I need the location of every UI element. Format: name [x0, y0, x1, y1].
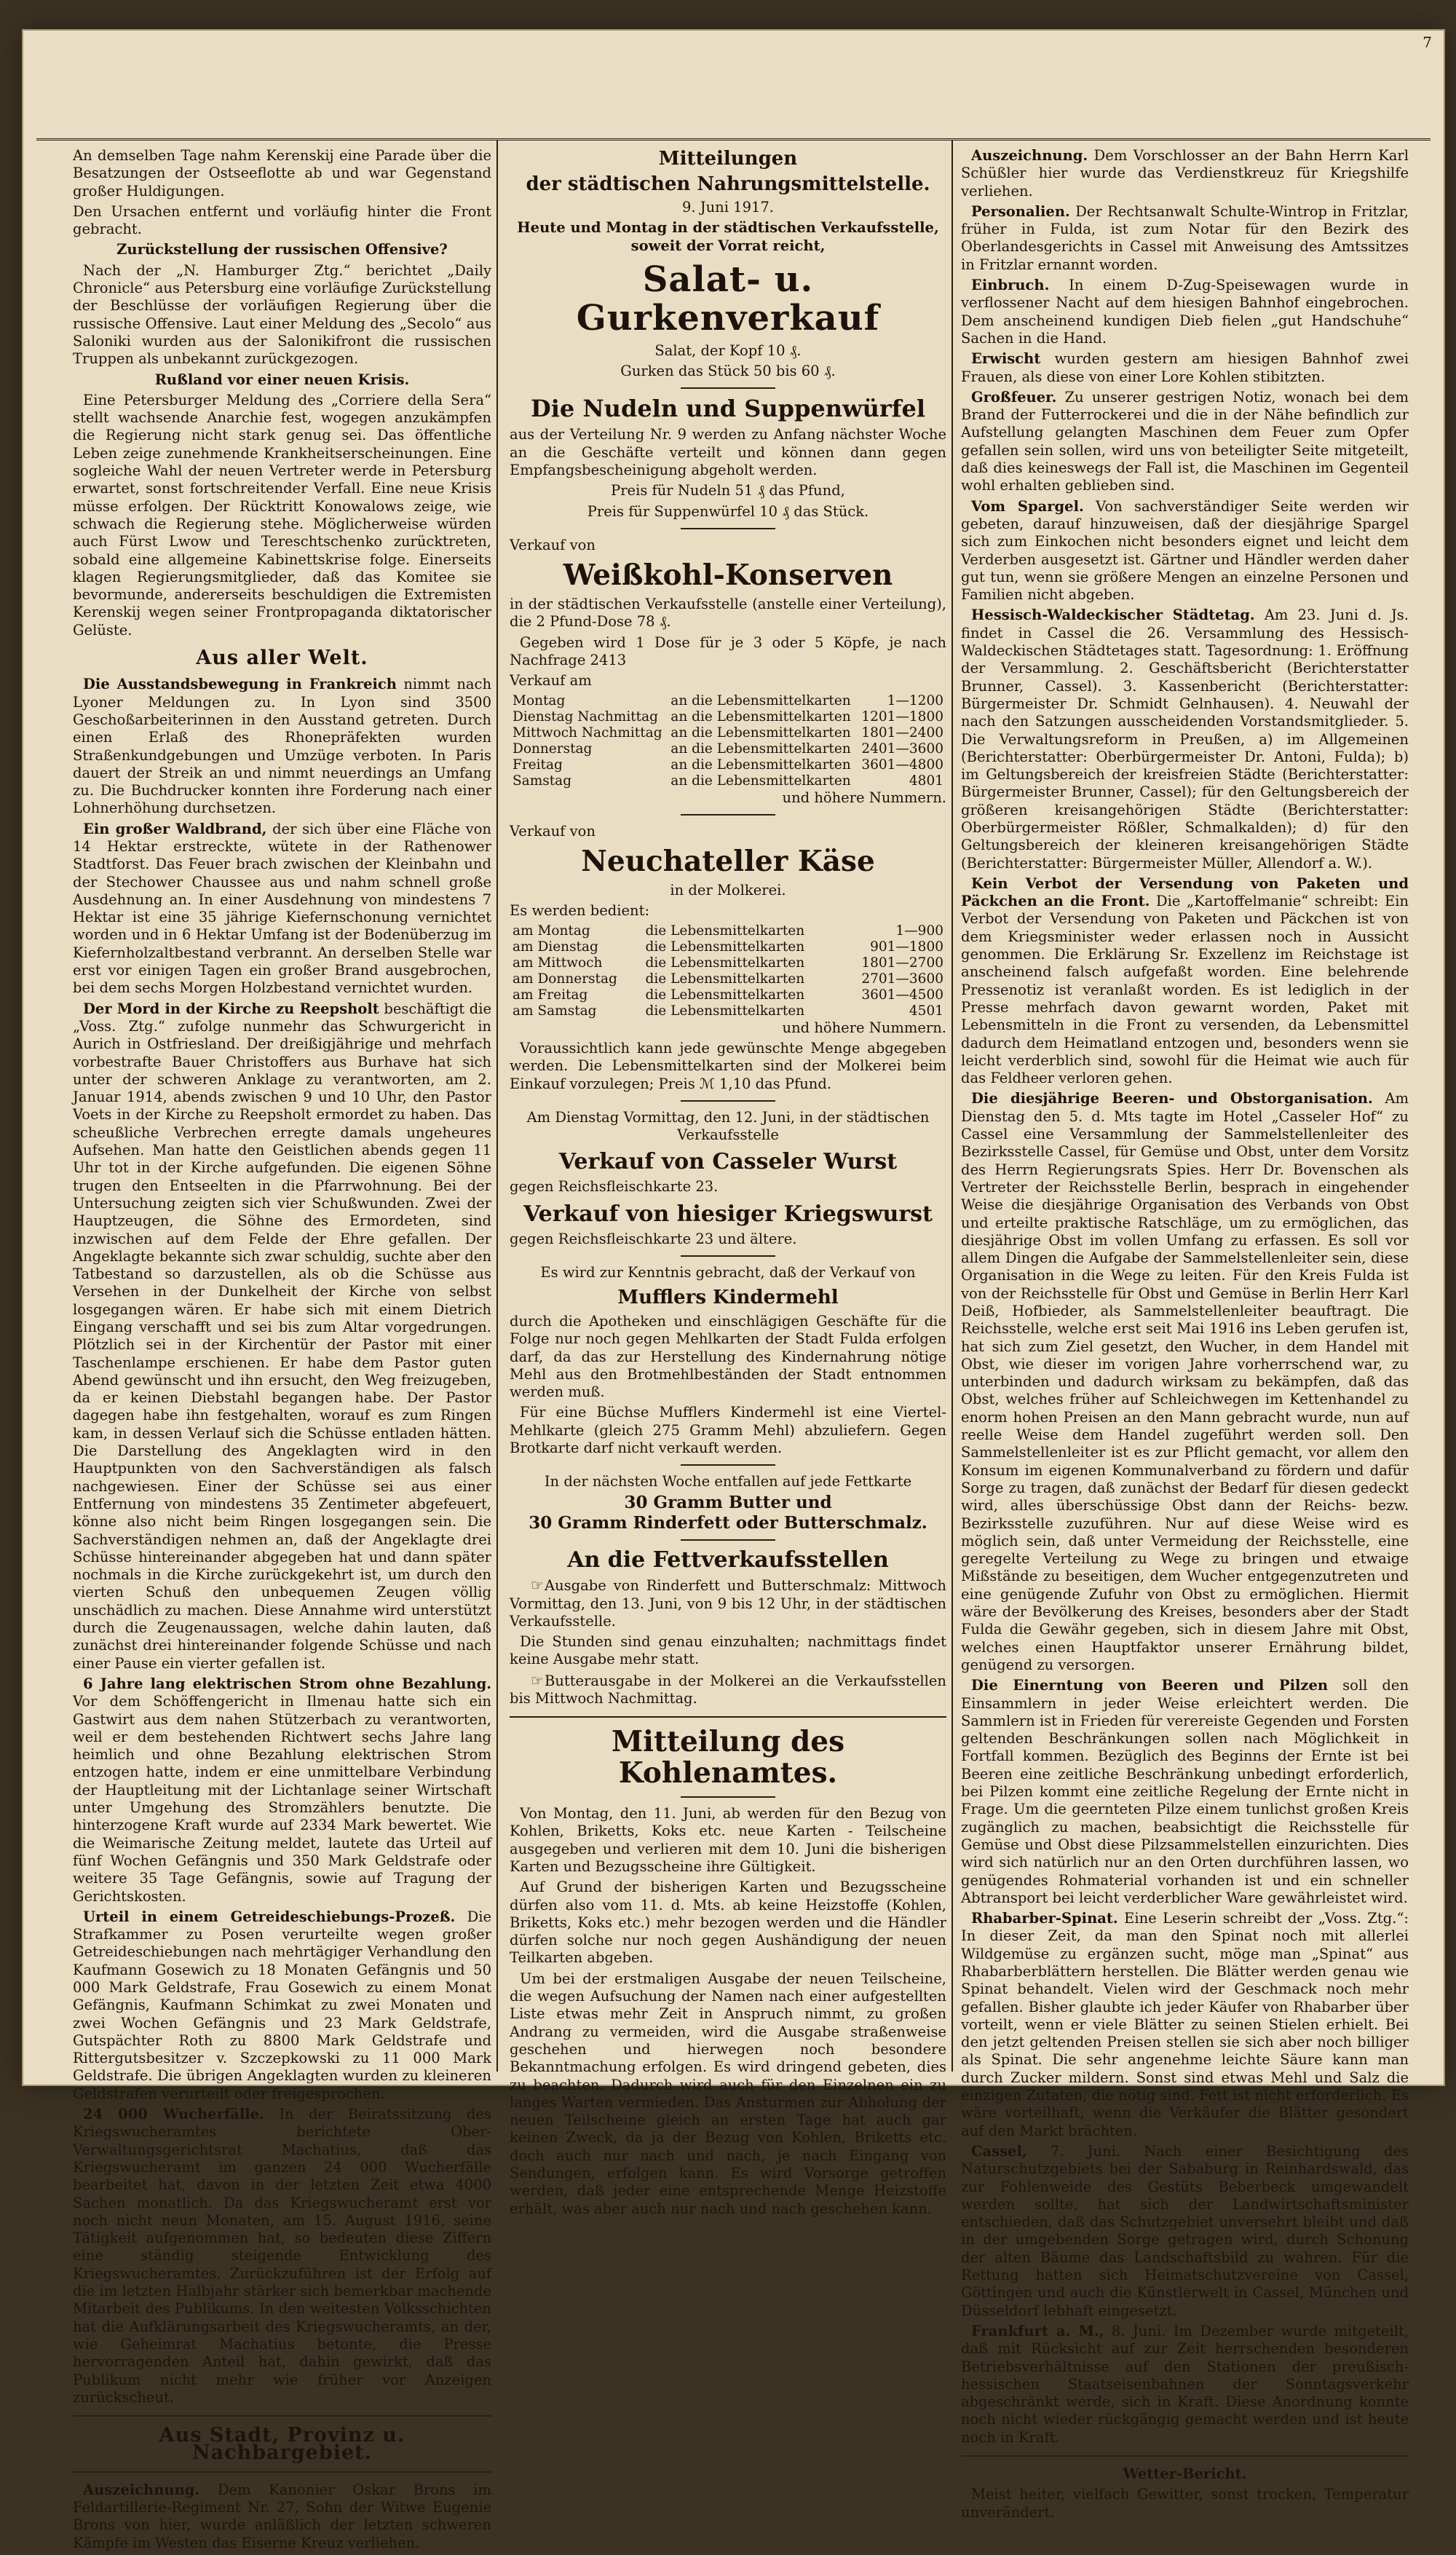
article-paragraph: Nach der „N. Hamburger Ztg.“ berichtet „Daily Chronicle“ aus Petersburg eine vorläufige Zurückstellung der Beschlüsse der vorläufigen Regierung über die russische Offensive. Laut einer Meldung des „Secolo“ aus Saloniki wurden aus der Salonikifront die russischen Truppen als unbekannt zurückgezogen. [73, 261, 491, 368]
article-paragraph [961, 277, 1409, 347]
article-lead: Auszeichnung. [971, 147, 1088, 164]
page-number: 7 [1423, 33, 1432, 51]
table-row [510, 939, 946, 955]
kaese-tail: und höhere Nummern. [782, 1019, 946, 1036]
article-paragraph [73, 1675, 491, 1906]
article-heading: Zurückstellung der russischen Offensive? [116, 241, 448, 258]
divider [681, 1539, 775, 1541]
weisskohl-sub: Verkauf am [510, 672, 592, 690]
pointing-hand-icon: ☞ [531, 1576, 544, 1595]
table-cell-label: die Lebensmittelkarten [645, 987, 805, 1003]
kriegswurst-text: gegen Reichsfleischkarte 23 und ältere. [510, 1230, 797, 1247]
muffler-intro: Es wird zur Kenntnis gebracht, daß der Verkauf von [540, 1264, 916, 1282]
nudeln-title: Die Nudeln und Suppenwürfel [531, 395, 925, 423]
fettkarte-intro: In der nächsten Woche entfallen auf jede Fettkarte [544, 1473, 912, 1490]
article-body: Die „Kartoffelmanie“ schreibt: Ein Verbot der Versendung von Paketen und Päckchen ist von dem Kriegsminister weder erlassen noch in Aussicht genommen. Die Erklärung Sr. Exzellenz im Reichstage ist anscheinend falsch aufgefaßt worden. Eine belehrende Pressenotiz ist veranlaßt worden. Es ist lediglich in der Presse mehrfach davon gewarnt worden, Paket mit Lebensmitteln in die Front zu versenden, da Lebensmittel dadurch dem Heimatland entzogen und, besonders wenn sie leicht verderblich sind, sowohl für die Heimat wie auch für das Feldheer verloren gehen. [961, 893, 1409, 1087]
muffler-title: Mufflers Kindermehl [617, 1287, 839, 1309]
article-paragraph [961, 1677, 1409, 1907]
table-cell-label: die Lebensmittelkarten [645, 955, 805, 971]
table-cell-label: an die Lebensmittelkarten [670, 773, 851, 789]
kaese-sub: in der Molkerei. [670, 882, 786, 899]
article-body: Der Rechtsanwalt Schulte-Wintrop in Fritzlar, früher in Fulda, ist zum Notar für den Bezirk des Oberlandesgerichts in Cassel mit Anweisung des Amtssitzes in Fritzlar ernannt worden. [961, 202, 1409, 273]
weisskohl-text2: Gegeben wird 1 Dose für je 3 oder 5 Köpfe, je nach Nachfrage 2413 [510, 633, 946, 669]
article-paragraph [961, 607, 1409, 872]
rinderfett-ration: 30 Gramm Rinderfett oder Butterschmalz. [529, 1512, 927, 1533]
article-paragraph [961, 2323, 1409, 2447]
section-heading: Aus Stadt, Provinz u. Nachbargebiet. [159, 2424, 405, 2465]
article-lead: Auszeichnung. [83, 2481, 200, 2498]
kohlenamt-text3: Um bei der erstmaligen Ausgabe der neuen Teilscheine, die wegen Aufsuchung der Namen nach einer aufgestellten Liste etwas mehr Zeit in Anspruch nimmt, zu großen Andrang zu vermeiden, wird die Ausgabe straßenweise geschehen und hierwegen noch besondere Bekanntmachung erfolgen. Es wird dringend gebeten, dies zu beachten. Dadurch wird auch für den Einzelnen ein zu langes Warten vermieden. Das Ansturmen zur Abholung der neuen Teilscheine gleich an ersten Tage hat auch gar keinen Zweck, da ja der Bezug von Kohlen, Briketts etc. doch auch nur nach und nach, je nach Eingang von Sendungen, erfolgen kann. Es wird Vorsorge getroffen werden, daß jeder eine entsprechende Menge Heizstoffe erhält, was aber auch nur nach und nach geschehen kann. [510, 1970, 946, 2217]
table-cell-range: 1801—2700 [861, 955, 943, 971]
nudeln-price: Preis für Nudeln 51 ₰ das Pfund, [611, 482, 845, 499]
article-paragraph [961, 1910, 1409, 2140]
table-row [510, 923, 946, 939]
table-row [510, 773, 946, 789]
article-body: Am Dienstag den 5. d. Mts tagte im Hotel „Casseler Hof“ zu Cassel eine Versammlung der Sammelstellenleiter des Bezirksstelle Cassel, für Gemüse und Obst, unter dem Vorsitz des Herrn Regierungsrats Spies. Herr Dr. Bovenschen als Vertreter der Reichsstelle Berlin, besprach in eingehender Weise die diesjährige Organisation des Verbands von Obst und erteilte praktische Ratschläge, um zu ermöglichen, das diesjährige Obst im vollen Umfang zu erfassen. Es soll vor allem Dingen die Aufgabe der Sammelstellenleiter sein, diese Organisation in die Wege zu leiten. Für den Kreis Fulda ist von der Reichsstelle für Obst und Gemüse in Berlin Herr Karl Deiß, Hofbieder, als Sammelstellenleiter beauftragt. Die Reichsstelle, welche erst seit Mai 1916 ins Leben gerufen ist, hat sich zum Ziel gesetzt, den Wucher, in dem Handel mit Obst, wie dieser im vorigen Jahre vorherrschend war, zu unterbinden und dadurch wirksam zu bekämpfen, daß das Obst, welches früher auf Schleichwegen im Kettenhandel zu enorm hohen Preisen an den Mann gebracht wurde, nun auf reelle Weise dem Handel zugeführt werden soll. Den Sammelstellenleiter ist es zur Pflicht gemacht, vor allem den Konsum im eigenen Kommunalverband zu fördern und dafür Sorge zu tragen, daß zunächst der Bedarf für diesen gedeckt wird, alles überschüssige Obst dann der Reichs- bezw. Bezirksstelle zuzuführen. Nur auf diese Weise wird es möglich sein, daß unter Vermeidung der Reichsstelle, eine geregelte Verteilung zu Wege zu bringen und etwaige Mißstände zu beseitigen, dem Wucher entgegenzutreten und eine genügende Zufuhr von Obst zu ermöglichen. Hiermit wäre der Bevölkerung des Kreises, besonders aber der Stadt Fulda die Gewähr gegeben, sich in diesem Jahre mit Obst, welches einen Hauptfaktor unserer Ernährung bildet, genügend zu versorgen. [961, 1090, 1409, 1673]
header-rule [36, 138, 1431, 141]
salat-title: Salat- u. Gurkenverkauf [576, 259, 880, 339]
table-row [510, 741, 946, 757]
notice-intro: Heute und Montag in der städtischen Verkaufsstelle, soweit der Vorrat reicht, [517, 219, 939, 254]
table-row [510, 1003, 946, 1019]
article-paragraph: Eine Petersburger Meldung des „Corriere della Sera“ stellt wachsende Anarchie fest, wogegen anzukämpfen die Regierung nicht stark genug sei. Das öffentliche Leben zeige zunehmende Krankheitserscheinungen. Eine sogleiche Wahl der neuen Vertreter werde in Petersburg erwartet, sonst fortschreitender Verfall. Eine neue Krisis müsse erfolgen. Der Rücktritt Konowalows zeige, wie schwach die Regierung stehe. Möglicherweise würden auch Fürst Lwow und Tereschtschenko zurücktreten, sobald eine allgemeine Kabinettskrise folge. Einerseits klagen Regierungsmitglieder, daß das Komitee sie bevormunde, andererseits beschuldigen die Extremisten Kerenskij wegen seiner Frontpropaganda diktatorischer Gelüste. [73, 391, 491, 639]
weisskohl-text: in der städtischen Verkaufsstelle (anstelle einer Verteilung), die 2 Pfund-Dose 78 ₰. [510, 596, 946, 631]
article-body: soll den Einsammlern in jeder Weise erleichtert werden. Die Sammlern ist in Frieden für verereiste Gegenden und Forsten geltenden Beschränkungen sollen nach Möglichkeit in Fortfall kommen. Bezüglich des Beginns der Ernte ist bei Beeren eine zeitliche Beschränkung unbedingt erforderlich, bei Pilzen kommt eine zeitliche Regelung der Ernte nicht in Frage. Um die geernteten Pilze einem tunlichst großen Kreis zugänglich zu machen, beabsichtigt die Reichsstelle für Gemüse und Obst diese Pilzsammelstellen einzurichten. Dies wird sich natürlich nur an den Orten durchführen lassen, wo genügendes Rohmaterial vorhanden ist und ein schneller Abtransport bei leicht verderblicher Ware gewährleistet wird. [961, 1677, 1409, 1906]
article-paragraph [961, 389, 1409, 495]
fettverkauf-text3-row [510, 1672, 946, 1708]
table-cell-range: 3601—4500 [861, 987, 943, 1003]
table-cell-range: 4501 [909, 1003, 943, 1019]
article-body: 8. Juni. Im Dezember wurde mitgeteilt, daß mit Rücksicht auf zur Zeit herrschenden besonderen Betriebsverhältnisse auf den Stationen der preußisch-hessischen Staatseisenbahnen der Sonntagsverkehr abgeschränkt werde, sich in Kraft. Diese Anordnung konnte noch nicht wieder rückgängig gemacht werden und ist heute noch in Kraft. [961, 2322, 1409, 2446]
article-lead: Ein großer Waldbrand, [83, 820, 267, 837]
article-paragraph [73, 1908, 491, 2103]
fettverkauf-text [510, 1576, 946, 1630]
article-paragraph: Den Ursachen entfernt und vorläufig hinter die Front gebracht. [73, 202, 491, 238]
article-body: Dem Kanonier Oskar Brons im Feldartillerie-Regiment Nr. 27, Sohn der Witwe Eugenie Brons von hier, wurde anläßlich der letzten schweren Kämpfe im Westen das Eiserne Kreuz verliehen. [73, 2481, 491, 2551]
article-body: der sich über eine Fläche von 14 Hektar erstreckte, wütete in der Rathenower Stadtforst. Das Feuer brach zwischen der Kleinbahn und der Stechower Chaussee aus und nahm schnell große Ausdehnung an. In einer Ausdehnung von mindestens 7 Hektar ist eine 35 jährige Kiefernschonung vernichtet worden und in 6 Hektar Umfang ist der Bodenüberzug im Kiefernholzaltbestand verbrannt. An derselben Stelle war erst vor einigen Tagen ein großer Brand ausgebrochen, bei dem sechs Morgen Holzbestand vernichtet wurden. [73, 820, 491, 997]
article-lead: Großfeuer. [971, 388, 1057, 406]
article-lead: 6 Jahre lang elektrischen Strom ohne Bezahlung. [83, 1675, 491, 1692]
table-cell-range: 1201—1800 [861, 708, 943, 724]
article-lead: Urteil in einem Getreideschiebungs-Prozeß. [83, 1908, 456, 1925]
table-row [510, 987, 946, 1003]
table-cell-day: am Mittwoch [513, 955, 603, 971]
fettverkauf-text1: Ausgabe von Rinderfett und Butterschmalz: Mittwoch Vormittag, den 13. Juni, von 9 bis 12 Uhr, in der städtischen Verkaufsstelle. [510, 1577, 946, 1630]
article-paragraph [73, 821, 491, 998]
section-heading: Aus aller Welt. [196, 647, 368, 670]
kriegswurst-title: Verkauf von hiesiger Kriegswurst [523, 1201, 933, 1227]
table-row [510, 725, 946, 741]
table-cell-range: 1801—2400 [861, 724, 943, 741]
article-lead: Vom Spargel. [971, 497, 1084, 515]
column-divider-2 [951, 140, 953, 2072]
article-lead: Erwischt [971, 350, 1041, 368]
table-cell-label: die Lebensmittelkarten [645, 923, 805, 939]
divider [510, 1716, 946, 1718]
article-paragraph [73, 2481, 491, 2552]
article-body: Zu unserer gestrigen Notiz, wonach bei dem Brand der Futterrockerei und die in der Nähe befindlich zur Aufstellung gelangten Maschinen dem Feuer zum Opfer gefallen sein sollen, wird uns von beteiligter Seite mitgeteilt, daß dies keineswegs der Fall ist, die Maschinen im Gegenteil wohl erhalten geblieben sind. [961, 388, 1409, 494]
article-body: 7. Juni. Nach einer Besichtigung des Naturschutzgebiets bei der Sababurg in Reinhardswald, das zur Fohlenweide des Gestüts Beberbeck umgewandelt werden sollte, hat sich der Landwirtschaftsminister entschieden, daß das Schutzgebiet unversehrt bleibt und daß in der umgebenden Sorge getragen wird, durch Schonung der alten Bäume das Landschaftsbild zu wahren. Für die Rettung hatten sich Heimatschutzvereine von Cassel, Göttingen und auch die Künstlerwelt in Cassel, München und Düsseldorf lebhaft eingesetzt. [961, 2142, 1409, 2319]
kaese-title: Neuchateller Käse [581, 845, 875, 879]
divider [961, 2455, 1409, 2457]
article-body: In einem D-Zug-Speisewagen wurde in verflossener Nacht auf dem hiesigen Bahnhof eingebrochen. Dem anscheinend kundigen Dieb fielen „gut Handschuhe“ Sachen in die Hand. [961, 277, 1409, 347]
table-row [510, 955, 946, 971]
table-cell-range: 4801 [909, 773, 943, 789]
left-column [73, 147, 491, 2555]
kaese-text: Voraussichtlich kann jede gewünschte Menge abgegeben werden. Die Lebensmittelkarten sind der Molkerei beim Einkauf vorzulegen; Preis ℳ 1,10 das Pfund. [510, 1039, 946, 1092]
weather-title: Wetter-Bericht. [1123, 2465, 1247, 2482]
table-cell-day: am Montag [513, 923, 590, 939]
divider [681, 528, 775, 529]
table-cell-day: Mittwoch Nachmittag [513, 724, 662, 741]
middle-column [510, 147, 946, 2221]
article-paragraph [73, 676, 491, 817]
article-paragraph [961, 498, 1409, 604]
article-paragraph: An demselben Tage nahm Kerenskij eine Parade über die Besatzungen der Ostseeflotte ab und war Gegenstand großer Huldigungen. [73, 147, 491, 200]
weisskohl-tail: und höhere Nummern. [782, 789, 946, 806]
article-lead: 24 000 Wucherfälle. [83, 2106, 264, 2123]
article-body: Von sachverständiger Seite werden wir gebeten, darauf hinzuweisen, daß der diesjährige Spargel sich zum Einkochen nicht besonders eignet und leicht dem Verderben ausgesetzt ist. Gärtner und Händler werden daher gut tun, wenn sie größere Mengen an einzelne Personen und Familien nicht abgeben. [961, 497, 1409, 604]
article-paragraph [73, 1000, 491, 1673]
table-cell-day: Freitag [513, 757, 563, 773]
table-cell-day: Donnerstag [513, 741, 593, 757]
muffler-text: durch die Apotheken und einschlägigen Geschäfte für die Folge nur noch gegen Mehlkarten der Stadt Fulda erfolgen darf, da das zur Herstellung des Kindernahrung nötige Mehl aus den Brotmehlbeständen der Stadt entnommen werden muß. [510, 1312, 946, 1401]
article-body: In der Beiratssitzung des Kriegswucheramtes berichtete Ober-Verwaltungsgerichtsrat Machatius, daß das Kriegswucheramt im ganzen 24 000 Wucherfälle bearbeitet hat, davon in der letzten Zeit etwa 4000 Sachen monatlich. Da das Kriegswucheramt erst vor noch nicht neun Monaten, am 15. August 1916, seine Tätigkeit aufgenommen hat, so bedeuten diese Ziffern eine ständig steigende Entwicklung des Kriegswucheramtes. Zurückzuführen ist der Erfolg auf die im letzten Halbjahr stärker sich bemerkbar machende Mitarbeit des Publikums. In den weitesten Volksschichten hat die Aufklärungsarbeit des Kriegswucheramts, an der, wie Geheimrat Machatius betonte, die Presse hervorragenden Anteil hat, dahin gewirkt, daß das Publikum nicht mehr wie früher vor Anzeigen zurückscheut. [73, 2106, 491, 2406]
article-body: Dem Vorschlosser an der Bahn Herrn Karl Schüßler hier wurde das Verdienstkreuz für Kriegshilfe verliehen. [961, 147, 1409, 200]
divider [681, 1255, 775, 1257]
article-lead: Personalien. [971, 202, 1070, 220]
nudeln-text: aus der Verteilung Nr. 9 werden zu Anfang nächster Woche an die Geschäfte verteilt und können dann gegen Empfangsbescheinigung abgeholt werden. [510, 426, 946, 479]
article-lead: Kein Verbot der Versendung von Paketen und Päckchen an die Front. [961, 874, 1409, 910]
weather-text: Meist heiter, vielfach Gewitter, sonst trocken, Temperatur unverändert. [961, 2486, 1409, 2521]
right-column [961, 147, 1409, 2524]
article-body: Am 23. Juni d. Js. findet in Cassel die 26. Versammlung des Hessisch-Waldeckischen Städtetages statt. Tagesordnung: 1. Eröffnung der Versammlung. 2. Geschäftsbericht (Berichterstatter Brunner, Cassel). 3. Kassenbericht (Berichterstatter: Bürgermeister Dr. Schmidt Gelnhausen). 4. Neuwahl der nach den Satzungen ausscheidenden Vorstandsmitglieder. 5. Die Verwaltungsreform in Preußen, a) im Allgemeinen (Berichterstatter: Oberbürgermeister Dr. Antoni, Fulda); b) im Geltungsbereich der kreisfreien Städte (Berichterstatter: Bürgermeister Brunner, Cassel); für den Geltungsbereich der größeren kreisangehörigen Städte (Berichterstatter: Oberbürgermeister Rößler, Schmalkalden); d) für den Geltungsbereich der kleineren kreisangehörigen Städte (Berichterstatter: Bürgermeister Müller, Allendorf a. W.). [961, 607, 1409, 872]
gurken-price: Gurken das Stück 50 bis 60 ₰. [620, 362, 836, 379]
section-rule [73, 2415, 491, 2417]
table-cell-label: an die Lebensmittelkarten [670, 741, 851, 757]
article-body: Vor dem Schöffengericht in Ilmenau hatte sich ein Gastwirt aus dem nahen Stützerbach zu verantworten, weil er dem bestehenden Richtwert sechs Jahre lang heimlich und ohne Bezahlung elektrischen Strom entzogen hatte, indem er eine unmittelbare Verbindung der Hauptleitung mit der Lichtanlage seiner Wirtschaft unter Umgehung des Stromzählers benutzte. Die hinterzogene Kraft wurde auf 2334 Mark bewertet. Wie die Weimarische Zeitung meldet, lautete das Urteil auf fünf Wochen Gefängnis und 350 Mark Geldstrafe oder weitere 35 Tage Gefängnis, sowie auf Tragung der Gerichtskosten. [73, 1693, 491, 1905]
suppenwuerfel-price: Preis für Suppenwürfel 10 ₰ das Stück. [587, 502, 869, 520]
article-body: beschäftigt die „Voss. Ztg.“ zufolge nunmehr das Schwurgericht in Aurich in Ostfriesland. Der dreißigjährige und mehrfach vorbestrafte Bauer Christoffers aus Burhave hat sich unter der schweren Anklage zu verantworten, am 2. Januar 1914, abends zwischen 9 und 10 Uhr, den Pastor Voets in der Kirche zu Reepsholt ermordet zu haben. Das scheußliche Verbrechen erregte damals ungeheures Aufsehen. Man hatte den Geistlichen abends gegen 11 Uhr tot in der Kirche aufgefunden. Die eigenen Söhne trugen den Entseelten in die Pfarrwohnung. Bei der Untersuchung zeigten sich vier Schußwunden. Zwei der Hauptzeugen, die Söhne des Ermordeten, sind inzwischen auf dem Felde der Ehre gefallen. Der Angeklagte bekannte sich zwar schuldig, suchte aber den Tatbestand so darzustellen, als ob die Schüsse aus Versehen in der Dunkelheit der Kirche von selbst losgegangen wären. Er habe sich mit einem Dietrich Eingang verschafft und sei bis zum Altar vorgedrungen. Plötzlich sei in der Kirchentür der Pastor mit einer Taschenlampe erschienen. Er habe dem Pastor guten Abend gewünscht und ihn ersucht, den Weg freizugeben, da er keinen Diebstahl begangen habe. Der Pastor dagegen habe ihn festgehalten, worauf es zum Ringen kam, in dessen Verlauf sich die Schüsse entladen hätten. Die Darstellung des Angeklagten wird in den Hauptpunkten von den Sachverständigen als falsch nachgewiesen. Einer der Schüsse sei aus einer Entfernung von mindestens 35 Zentimeter abgefeuert, könne also nicht beim Ringen losgegangen sein. Die Sachverständigen nehmen an, daß der Angeklagte drei Schüsse hintereinander abgegeben hat und dann später nochmals in die Kirche zurückgekehrt ist, um durch den vierten Schuß den unbequemen Zeugen völlig unschädlich zu machen. Diese Annahme wird unterstützt durch die Zeugenaussagen, welche dahin lauten, daß zunächst drei hintereinander folgende Schüsse und nach einer Pause ein vierter gefallen ist. [73, 1000, 491, 1672]
table-cell-label: die Lebensmittelkarten [645, 1003, 805, 1019]
weisskohl-schedule [510, 693, 946, 789]
weisskohl-title: Weißkohl-Konserven [563, 558, 893, 593]
divider [681, 1796, 775, 1798]
kohlenamt-text1: Von Montag, den 11. Juni, ab werden für den Bezug von Kohlen, Briketts, Koks etc. neue Karten - Teilscheine ausgegeben und verlieren mit dem 10. Juni die bisherigen Karten und Bezugsscheine ihre Gültigkeit. [510, 1805, 946, 1875]
table-cell-day: am Dienstag [513, 939, 598, 955]
article-heading: Rußland vor einer neuen Krisis. [154, 371, 410, 388]
table-cell-range: 901—1800 [870, 939, 943, 955]
article-lead: Cassel, [971, 2142, 1027, 2160]
table-cell-range: 1—1200 [887, 692, 943, 708]
article-paragraph [961, 147, 1409, 200]
article-paragraph [961, 350, 1409, 386]
divider [681, 1100, 775, 1102]
kaese-schedule [510, 923, 946, 1019]
article-lead: Die Einerntung von Beeren und Pilzen [971, 1677, 1329, 1694]
article-body: Die Strafkammer zu Posen verurteilte wegen großer Getreideschiebungen nach mehrtägiger Verhandlung den Kaufmann Gosewich zu 18 Monaten Gefängnis und 50 000 Mark Geldstrafe, Frau Gosewich zu einem Monat Gefängnis, Kaufmann Schimkat zu zwei Monaten und zwei Wochen Gefängnis und 23 Mark Geldstrafe, Gutspächter Roth zu 8800 Mark Geldstrafe und Rittergutsbesitzer v. Szczepkowski zu 11 000 Mark Geldstrafe. Die übrigen Angeklagten wurden zu kleineren Geldstrafen verurteilt oder freigesprochen. [73, 1908, 491, 2102]
table-cell-range: 2401—3600 [861, 741, 943, 757]
table-row [510, 757, 946, 773]
newspaper-page [22, 29, 1445, 2551]
kohlenamt-title: Mitteilung des Kohlenamtes. [611, 1725, 845, 1790]
table-cell-label: die Lebensmittelkarten [645, 939, 805, 955]
table-row [510, 709, 946, 725]
notice-title: Mitteilungen [658, 148, 798, 170]
column-divider-1 [496, 140, 498, 2072]
table-row [510, 971, 946, 987]
muffler-text2: Für eine Büchse Mufflers Kindermehl ist eine Viertel-Mehlkarte (gleich 275 Gramm Mehl) abzuliefern. Gegen Brotkarte darf nicht verkauft werden. [510, 1404, 946, 1457]
kaese-pre: Verkauf von [510, 822, 596, 840]
notice-date: 9. Juni 1917. [682, 199, 774, 216]
table-cell-range: 3601—4800 [861, 757, 943, 773]
article-lead: Einbruch. [971, 277, 1050, 294]
table-cell-day: Montag [513, 692, 566, 708]
table-cell-label: an die Lebensmittelkarten [670, 708, 851, 724]
article-lead: Rhabarber-Spinat. [971, 1910, 1118, 1927]
table-cell-label: an die Lebensmittelkarten [670, 757, 851, 773]
kaese-served: Es werden bedient: [510, 902, 650, 920]
kohlenamt-text2: Auf Grund der bisherigen Karten und Bezugsscheine dürfen also vom 11. d. Mts. ab keine Heizstoffe (Kohlen, Briketts, Koks etc.) mehr bezogen werden und die Händler dürfen solche nur noch gegen Aushändigung der neuen Teilkarten abgeben. [510, 1879, 946, 1967]
table-cell-label: die Lebensmittelkarten [645, 971, 805, 987]
table-row [510, 693, 946, 709]
table-cell-day: am Donnerstag [513, 971, 617, 987]
article-lead: Die diesjährige Beeren- und Obstorganisation. [971, 1090, 1373, 1107]
wurst-intro: Am Dienstag Vormittag, den 12. Juni, in der städtischen Verkaufsstelle [526, 1108, 930, 1144]
divider [681, 814, 775, 816]
weisskohl-pre: Verkauf von [510, 536, 596, 553]
table-cell-day: Dienstag Nachmittag [513, 708, 658, 724]
article-lead: Die Ausstandsbewegung in Frankreich [83, 676, 397, 693]
article-body: Eine Leserin schreibt der „Voss. Ztg.“: In dieser Zeit, da man den Spinat noch mit allerlei Wildgemüse zu ergänzen sucht, möge man „Spinat“ aus Rhabarberblättern herstellen. Die Blätter werden genau wie Spinat behandelt. Vielen wird der Geschmack noch mehr gefallen. Bisher glaubte ich jeder Käufer von Rhabarber über vorteilt, wenn er viele Blätter zu seinen Stielen erhielt. Bei den jetzt geltenden Preisen stellen sie sich aber noch billiger als Spinat. Die sehr angenehme leichte Säure kann man durch Zucker mildern. Sonst sind etwas Mehl und Salz die einzigen Zutaten, die nötig sind. Fett ist nicht erforderlich. Es wäre vorteilhaft, wenn die Verkäufer die Blätter gesondert auf den Markt brächten. [961, 1910, 1409, 2139]
section-rule [73, 2471, 491, 2473]
divider [681, 1464, 775, 1466]
fettverkauf-title: An die Fettverkaufsstellen [567, 1547, 889, 1573]
table-cell-range: 1—900 [895, 923, 943, 939]
article-body: nimmt nach Lyoner Meldungen zu. In Lyon sind 3500 Geschoßarbeiterinnen in den Ausstand getreten. Durch einen Erlaß des Rhonepräfekten wurden Straßenkundgebungen und Umzüge verboten. In Paris dauert der Streik an und nimmt neuerdings an Umfang zu. Die Buchdrucker konnten ihre Forderung nach einer Lohnerhöhung durchsetzen. [73, 676, 491, 817]
pointing-hand-icon: ☞ [531, 1671, 544, 1689]
table-cell-range: 2701—3600 [861, 971, 943, 987]
article-lead: Hessisch-Waldeckischer Städtetag. [971, 607, 1255, 624]
article-paragraph [73, 2106, 491, 2406]
article-lead: Der Mord in der Kirche zu Reepsholt [83, 1000, 379, 1017]
casseler-wurst-text: gegen Reichsfleischkarte 23. [510, 1178, 719, 1196]
salat-price: Salat, der Kopf 10 ₰. [654, 341, 802, 359]
article-paragraph [961, 203, 1409, 274]
casseler-wurst-title: Verkauf von Casseler Wurst [558, 1149, 898, 1175]
article-paragraph [961, 2143, 1409, 2320]
fettverkauf-text3: Butterausgabe in der Molkerei an die Verkaufsstellen bis Mittwoch Nachmittag. [510, 1672, 946, 1707]
article-paragraph [961, 1090, 1409, 1674]
article-paragraph [961, 875, 1409, 1088]
table-cell-day: am Samstag [513, 1003, 597, 1019]
fettverkauf-text2: Die Stunden sind genau einzuhalten; nachmittags findet keine Ausgabe mehr statt. [510, 1633, 946, 1668]
divider [681, 387, 775, 389]
table-cell-day: am Freitag [513, 987, 588, 1003]
notice-subtitle: der städtischen Nahrungsmittelstelle. [526, 173, 930, 195]
table-cell-day: Samstag [513, 773, 572, 789]
table-cell-label: an die Lebensmittelkarten [670, 724, 851, 741]
table-cell-label: an die Lebensmittelkarten [670, 692, 851, 708]
butter-ration: 30 Gramm Butter und [624, 1492, 832, 1512]
article-body: wurden gestern am hiesigen Bahnhof zwei Frauen, als diese von einer Lore Kohlen stibitzten. [961, 350, 1409, 385]
article-lead: Frankfurt a. M., [971, 2322, 1104, 2339]
